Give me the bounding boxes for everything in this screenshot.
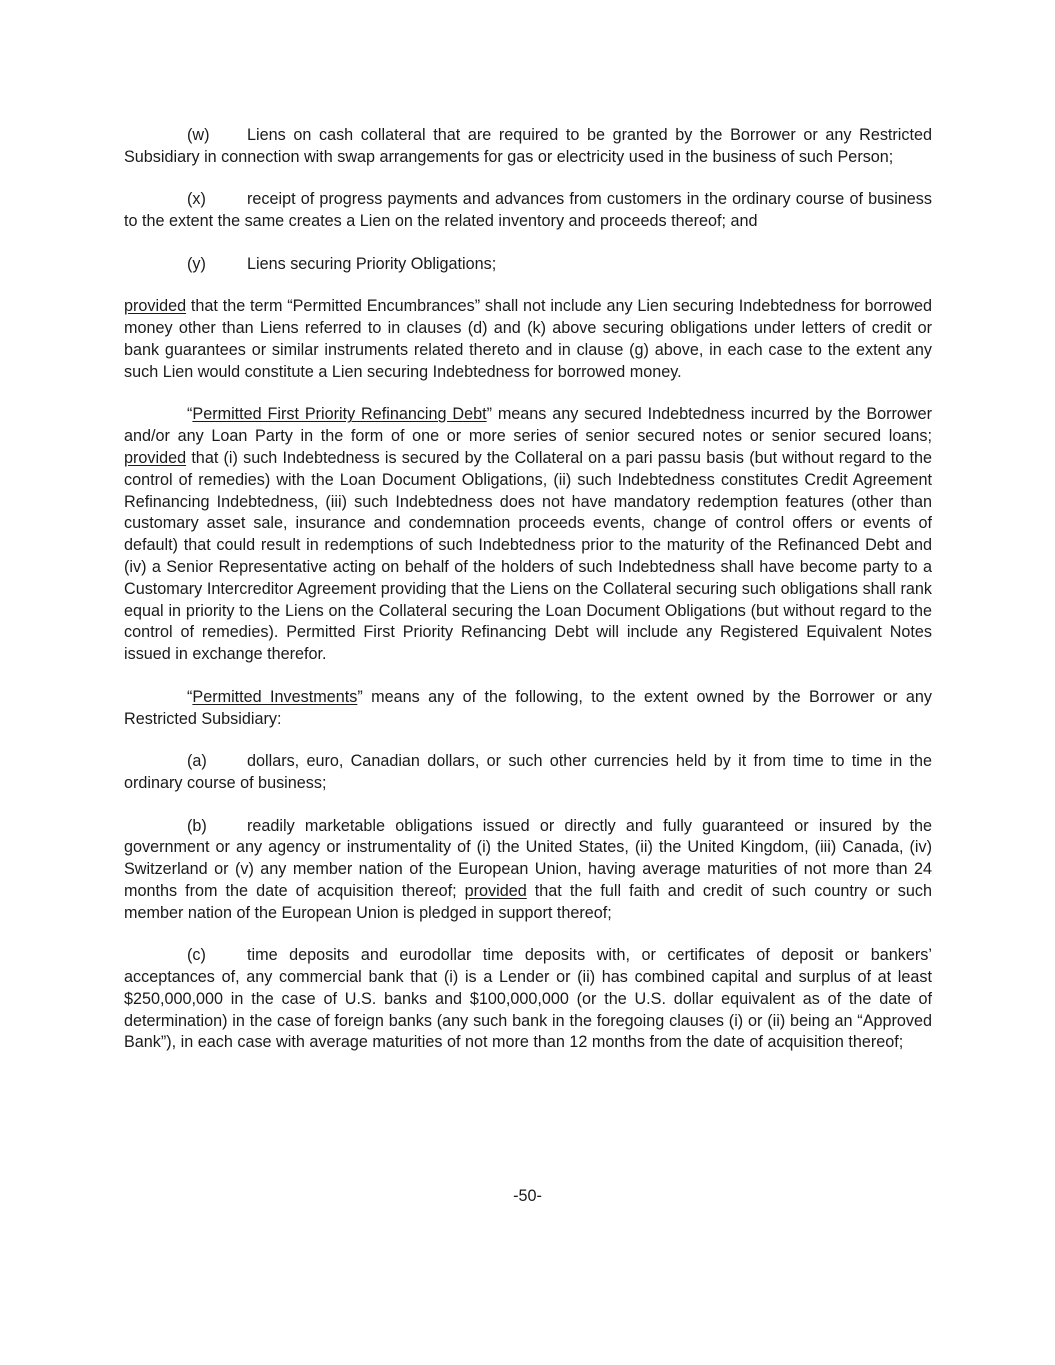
clause-label: (a) — [187, 752, 207, 771]
definition-permitted-investments — [124, 687, 932, 731]
clause-w — [124, 125, 932, 169]
page-body — [124, 125, 932, 1054]
clause-c — [124, 945, 932, 1054]
clause-label: (c) — [187, 946, 206, 965]
clause-a — [124, 751, 932, 795]
definition-text: that (i) such Indebtedness is secured by the Collateral on a pari passu basis (but without regard to the control of remedies) with the Loan Document Obligations, (ii) such Indebtedness constitutes Credit Agreement Refinancing Indebtedness, (iii) such Indebtedness does not have mandatory redemption features (other than customary asset sale, insurance and condemnation proceeds events, change of control offers or events of default) that could result in redemptions of such Indebtedness prior to the maturity of the Refinanced Debt and (iv) a Senior Representative acting on behalf of the holders of such Indebtedness shall have become party to a Customary Intercreditor Agreement providing that the Liens on the Collateral securing such obligations shall rank equal in priority to the Liens on the Collateral securing the Loan Document Obligations (but without regard to the control of remedies). Permitted First Priority Refinancing Debt will include any Registered Equivalent Notes issued in exchange therefor. — [124, 448, 932, 664]
clause-label: (b) — [187, 816, 207, 835]
open-quote: “ — [187, 687, 193, 706]
clause-text: receipt of progress payments and advances from customers in the ordinary course of business to the extent the same creates a Lien on the related inventory and proceeds thereof; and — [124, 190, 932, 231]
proviso-text: that the term “Permitted Encumbrances” shall not include any Lien securing Indebtedness for borrowed money other than Liens referred to in clauses (d) and (k) above securing obligations under letters of credit or bank guarantees or similar instruments related thereto and in clause (g) above, in each case to the extent any such Lien would constitute a Lien securing Indebtedness for borrowed money. — [124, 297, 932, 381]
page-number: -50- — [513, 1187, 542, 1205]
clause-x — [124, 189, 932, 233]
clause-text: Liens securing Priority Obligations; — [247, 254, 497, 273]
clause-text: Liens on cash collateral that are required to be granted by the Borrower or any Restricted Subsidiary in connection with swap arrangements for gas or electricity used in the business of such Person; — [124, 126, 932, 166]
definition-text: ” means any of the following, to the extent owned by the Borrower or any Restricted Subsidiary: — [124, 687, 932, 728]
definition-permitted-first-priority-refinancing-debt — [124, 404, 932, 666]
defined-term: Permitted Investments — [192, 687, 358, 706]
clause-label: (w) — [187, 126, 210, 144]
open-quote: “ — [187, 405, 193, 424]
definition-text: ” means any secured Indebtedness incurred by the Borrower and/or any Loan Party in the form of one or more series of senior secured notes or senior secured loans; — [124, 405, 932, 446]
provided-term: provided — [124, 297, 187, 316]
clause-text: dollars, euro, Canadian dollars, or such other currencies held by it from time to time in the ordinary course of business; — [124, 752, 932, 792]
provided-term: provided — [124, 448, 187, 467]
clause-text: that the full faith and credit of such country or such member nation of the European Union is pledged in support thereof; — [124, 881, 932, 922]
clause-text: readily marketable obligations issued or directly and fully guaranteed or insured by the government or any agency or instrumentality of (i) the United States, (ii) the United Kingdom, (iii) Canada, (iv) Switzerland or (v) any member nation of the European Union, having average maturities of not more than 24 months from the date of acquisition thereof; — [124, 816, 932, 900]
proviso-paragraph — [124, 296, 932, 383]
clause-label: (x) — [187, 190, 206, 209]
provided-term: provided — [464, 881, 527, 900]
clause-text: time deposits and eurodollar time deposits with, or certificates of deposit or bankers’ acceptances of, any commercial bank that (i) is a Lender or (ii) has combined capital and surplus of at least $250,000,000 in the case of U.S. banks and $100,000,000 (or the U.S. dollar equivalent as of the date of determination) in the case of foreign banks (any such bank in the foregoing clauses (i) or (ii) being an “Approved Bank”), in each case with average maturities of not more than 12 months from the date of acquisition thereof; — [124, 946, 932, 1052]
clause-b — [124, 816, 932, 925]
clause-y — [124, 254, 932, 276]
defined-term: Permitted First Priority Refinancing Debt — [192, 405, 487, 424]
clause-label: (y) — [187, 254, 206, 273]
